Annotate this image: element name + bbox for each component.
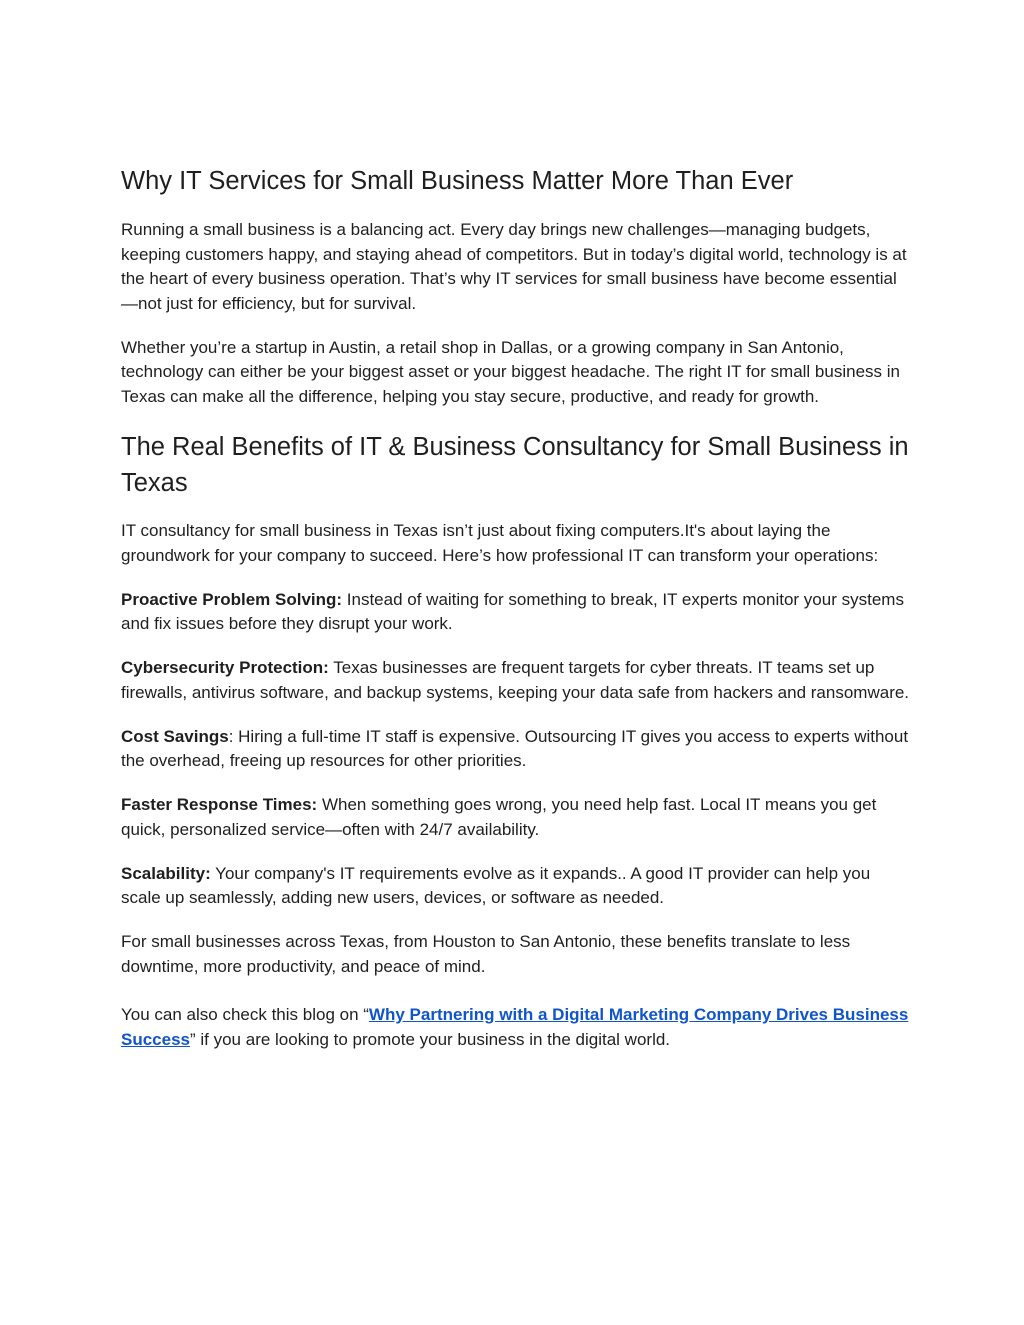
benefit-title: Cost Savings xyxy=(121,726,229,746)
benefit-cost-savings xyxy=(121,725,911,774)
page-title: Why IT Services for Small Business Matter More Than Ever xyxy=(121,167,794,195)
blog-link[interactable]: Why Partnering with a Digital Marketing Company Drives Business Success xyxy=(121,1005,909,1049)
benefit-proactive-problem-solving xyxy=(121,588,911,637)
benefit-title: Cybersecurity Protection: xyxy=(121,658,329,677)
consultancy-intro-paragraph: IT consultancy for small business in Texas isn’t just about fixing computers.It's about laying the groundwork for your company to succeed. Here’s how professional IT can transform your operations: xyxy=(121,521,879,565)
benefit-title: Proactive Problem Solving: xyxy=(121,589,343,609)
blog-note-paragraph xyxy=(121,1003,911,1052)
benefit-cybersecurity-protection xyxy=(121,656,911,705)
intro-paragraph-1: Running a small business is a balancing act. Every day brings new challenges—managing budgets, keeping customers happy, and staying ahead of competitors. But in today’s digital world, technology is at the heart of every business operation. That’s why IT services for small business have become essential—not just for efficiency, but for survival. xyxy=(121,220,907,313)
benefit-text: : Hiring a full-time IT staff is expensive. Outsourcing IT gives you access to experts without the overhead, freeing up resources for other priorities. xyxy=(121,726,909,770)
section-heading: The Real Benefits of IT & Business Consultancy for Small Business in Texas xyxy=(121,433,909,497)
document-page xyxy=(121,163,911,1072)
intro-paragraph-2: Whether you’re a startup in Austin, a retail shop in Dallas, or a growing company in San Antonio, technology can either be your biggest asset or your biggest headache. The right IT for small business in Texas can make all the difference, helping you stay secure, productive, and ready for growth. xyxy=(121,337,900,406)
benefit-faster-response-times xyxy=(121,793,911,842)
closing-paragraph: For small businesses across Texas, from Houston to San Antonio, these benefits translate to less downtime, more productivity, and peace of mind. xyxy=(121,932,851,976)
benefit-scalability xyxy=(121,862,911,911)
blog-note-prefix: You can also check this blog on “ xyxy=(121,1005,369,1024)
benefit-title: Faster Response Times: xyxy=(121,795,318,814)
blog-note-suffix: ” if you are looking to promote your business in the digital world. xyxy=(190,1029,671,1049)
benefit-text: When something goes wrong, you need help fast. Local IT means you get quick, personalized service—often with 24/7 availability. xyxy=(121,795,877,839)
benefit-text: Your company's IT requirements evolve as it expands.. A good IT provider can help you scale up seamlessly, adding new users, devices, or software as needed. xyxy=(121,863,871,907)
benefit-text: Texas businesses are frequent targets for cyber threats. IT teams set up firewalls, antivirus software, and backup systems, keeping your data safe from hackers and ransomware. xyxy=(121,658,910,702)
benefit-title: Scalability: xyxy=(121,863,211,883)
benefit-text: Instead of waiting for something to break, IT experts monitor your systems and fix issues before they disrupt your work. xyxy=(121,589,904,633)
